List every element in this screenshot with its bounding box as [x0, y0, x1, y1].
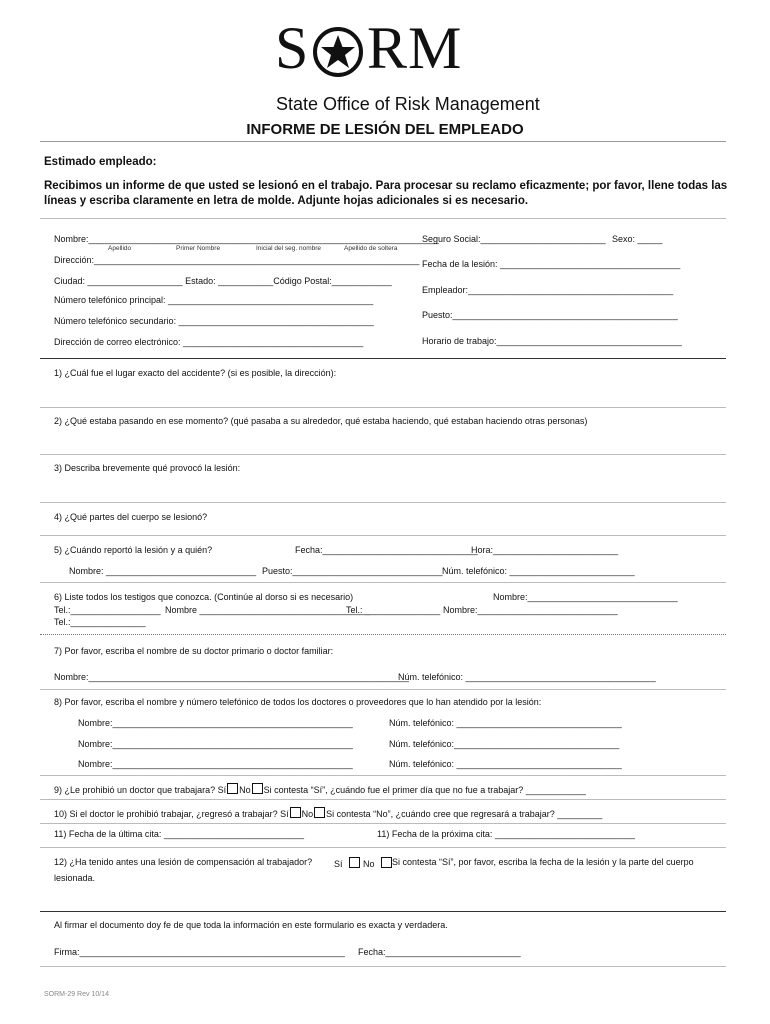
- question-10: [54, 807, 602, 819]
- horario-field[interactable]: Horario de trabajo:_____________________________________: [422, 336, 682, 346]
- divider: [40, 823, 726, 824]
- q12-followup-cont: lesionada.: [54, 873, 96, 883]
- q11-ultima-cita-field[interactable]: 11) Fecha de la última cita: ____________________________: [54, 829, 305, 839]
- divider: [40, 535, 726, 536]
- q7-tel-field[interactable]: Núm. telefónico: ______________________________________: [398, 672, 656, 682]
- question-4: 4) ¿Qué partes del cuerpo se lesionó?: [54, 512, 208, 522]
- logo-letter-s: S: [275, 15, 310, 81]
- seguro-social-field[interactable]: Seguro Social:_________________________: [422, 234, 606, 244]
- q12-no-label: No: [363, 859, 375, 869]
- q5-puesto-field[interactable]: Puesto:______________________________: [262, 566, 443, 576]
- q12-si-label: Sí: [334, 859, 343, 869]
- divider: [40, 847, 726, 848]
- firma-field[interactable]: Firma:_____________________________________________________: [54, 947, 345, 957]
- divider: [40, 689, 726, 690]
- q5-nombre-field[interactable]: Nombre: ______________________________: [69, 566, 257, 576]
- sub-apellido: Apellido: [108, 245, 132, 252]
- divider: [40, 454, 726, 455]
- divider: [40, 799, 726, 800]
- q8-tel-2-field[interactable]: Núm. telefónico:_________________________________: [389, 739, 620, 749]
- q9-si-checkbox[interactable]: [227, 783, 238, 794]
- q10-si-checkbox[interactable]: [290, 807, 301, 818]
- correo-field[interactable]: Dirección de correo electrónico: ____________________________________: [54, 337, 364, 347]
- q9-label: 9) ¿Le prohibió un doctor que trabajara? Sí: [54, 785, 227, 795]
- q10-no-label: No: [301, 809, 314, 819]
- divider: [40, 407, 726, 408]
- q5-hora-field[interactable]: Hora:_________________________: [471, 545, 619, 555]
- question-9: [54, 783, 586, 795]
- divider: [40, 911, 726, 912]
- q10-followup[interactable]: Si contesta “No”, ¿cuándo cree que regresará a trabajar? _________: [326, 809, 603, 819]
- sub-primer-nombre: Primer Nombre: [176, 245, 221, 252]
- divider: [40, 358, 726, 359]
- question-3: 3) Describa brevemente qué provocó la lesión:: [54, 463, 241, 473]
- q8-tel-3-field[interactable]: Núm. telefónico: _________________________________: [389, 759, 622, 769]
- question-6: 6) Liste todos los testigos que conozca. (Continúe al dorso si es necesario): [54, 592, 354, 602]
- ciudad-estado-cp-field[interactable]: Ciudad: ___________________ Estado: ___________Código Postal:____________: [54, 276, 392, 286]
- divider: [40, 218, 726, 219]
- greeting: Estimado empleado:: [44, 156, 157, 168]
- q8-nombre-1-field[interactable]: Nombre:________________________________________________: [78, 718, 353, 728]
- question-2: 2) ¿Qué estaba pasando en ese momento? (qué pasaba a su alrededor, qué estaba haciendo, qué estaban haciendo otras personas): [54, 416, 588, 426]
- puesto-field[interactable]: Puesto:_____________________________________________: [422, 310, 678, 320]
- divider: [40, 966, 726, 967]
- q11-proxima-cita-field[interactable]: 11) Fecha de la próxima cita: ____________________________: [377, 829, 636, 839]
- q8-nombre-3-field[interactable]: Nombre:________________________________________________: [78, 759, 353, 769]
- intro-line-1: Recibimos un informe de que usted se lesionó en el trabajo. Para procesar su reclamo eficazmente; por favor, llene todas las: [44, 180, 728, 192]
- form-code: SORM-29 Rev 10/14: [44, 991, 109, 998]
- star-seal-icon: [312, 26, 364, 78]
- tel-principal-field[interactable]: Número telefónico principal: _________________________________________: [54, 295, 374, 305]
- q12-options: [334, 857, 393, 869]
- divider: [40, 634, 726, 635]
- fecha-lesion-field[interactable]: Fecha de la lesión: ____________________________________: [422, 259, 681, 269]
- sub-apellido-soltera: Apellido de soltera: [344, 245, 398, 252]
- sub-inicial: Inicial del seg. nombre: [256, 245, 322, 252]
- question-12: 12) ¿Ha tenido antes una lesión de compensación al trabajador?: [54, 857, 313, 867]
- logo-subtitle: State Office of Risk Management: [276, 94, 540, 114]
- q12-no-checkbox[interactable]: [381, 857, 392, 868]
- direccion-field[interactable]: Dirección:_________________________________________________________________: [54, 255, 420, 265]
- q10-label: 10) Si el doctor le prohibió trabajar, ¿regresó a trabajar? Sí: [54, 809, 289, 819]
- q5-fecha-field[interactable]: Fecha:_______________________________: [295, 545, 478, 555]
- divider: [40, 141, 726, 142]
- q8-tel-1-field[interactable]: Núm. telefónico: _________________________________: [389, 718, 622, 728]
- q8-nombre-2-field[interactable]: Nombre:________________________________________________: [78, 739, 353, 749]
- logo-letters-rm: RM: [367, 15, 463, 81]
- divider: [40, 502, 726, 503]
- question-5: 5) ¿Cuándo reportó la lesión y a quién?: [54, 545, 213, 555]
- q6-nombre-right-field[interactable]: Nombre:______________________________: [493, 592, 678, 602]
- question-1: 1) ¿Cuál fue el lugar exacto del accidente? (si es posible, la dirección):: [54, 368, 337, 378]
- question-8: 8) Por favor, escriba el nombre y número telefónico de todos los doctores o proveedores que lo han atendido por la lesión:: [54, 697, 542, 707]
- q7-nombre-field[interactable]: Nombre:________________________________________________________________: [54, 672, 409, 682]
- divider: [40, 775, 726, 776]
- firma-fecha-field[interactable]: Fecha:___________________________: [358, 947, 521, 957]
- q10-no-checkbox[interactable]: [314, 807, 325, 818]
- signature-statement: Al firmar el documento doy fe de que toda la información en este formulario es exacta y verdadera.: [54, 920, 448, 930]
- sexo-field[interactable]: Sexo: _____: [612, 234, 663, 244]
- q6-tel-2-field[interactable]: Tel.: _______________: [346, 605, 441, 615]
- q9-followup[interactable]: Si contesta “Sí”, ¿cuándo fue el primer día que no fue a trabajar? ____________: [263, 785, 586, 795]
- q6-tel-1-field[interactable]: Tel.:__________________: [54, 605, 161, 615]
- page-title: INFORME DE LESIÓN DEL EMPLEADO: [246, 121, 524, 138]
- q5-tel-field[interactable]: Núm. telefónico: _________________________: [442, 566, 635, 576]
- question-7: 7) Por favor, escriba el nombre de su doctor primario o doctor familiar:: [54, 646, 334, 656]
- nombre-field[interactable]: Nombre:______________________________________________________________________: [54, 234, 439, 244]
- divider: [40, 582, 726, 583]
- intro-line-2: líneas y escriba claramente en letra de molde. Adjunte hojas adicionales si es necesario.: [44, 195, 529, 207]
- empleador-field[interactable]: Empleador:_________________________________________: [422, 285, 674, 295]
- q12-followup: Si contesta “Sí”, por favor, escriba la fecha de la lesión y la parte del cuerpo: [392, 857, 694, 867]
- q9-no-checkbox[interactable]: [252, 783, 263, 794]
- q9-no-label: No: [239, 785, 251, 795]
- q12-si-checkbox[interactable]: [349, 857, 360, 868]
- q6-tel-3-field[interactable]: Tel.:_______________: [54, 617, 146, 627]
- q6-nombre-2-field[interactable]: Nombre:____________________________: [443, 605, 618, 615]
- tel-secundario-field[interactable]: Número telefónico secundario: _______________________________________: [54, 316, 374, 326]
- q6-nombre-1-field[interactable]: Nombre __________________________________: [165, 605, 370, 615]
